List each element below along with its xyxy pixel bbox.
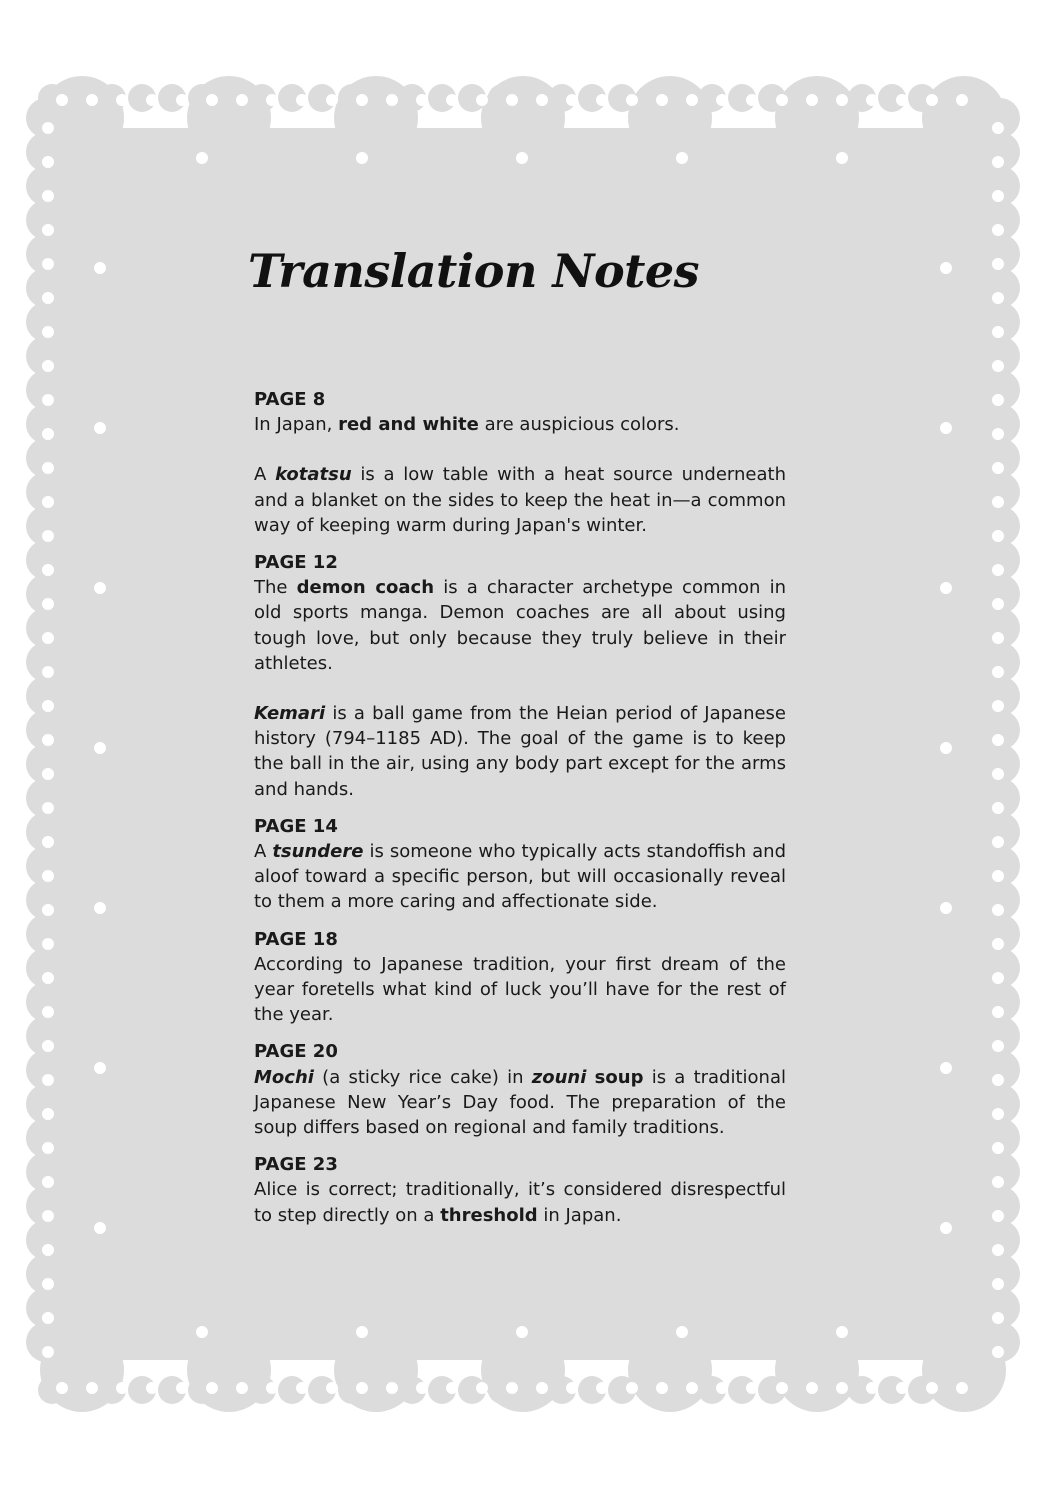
lace-scallop (628, 1328, 712, 1412)
lace-eyelet (776, 94, 788, 106)
lace-eyelet (42, 1006, 54, 1018)
note-paragraph (254, 839, 786, 915)
lace-eyelet (356, 152, 368, 164)
lace-eyelet (42, 768, 54, 780)
lace-eyelet (836, 1382, 848, 1394)
lace-eyelet (992, 700, 1004, 712)
lace-eyelet (42, 1074, 54, 1086)
lace-eyelet (992, 1312, 1004, 1324)
note-paragraph (254, 412, 786, 437)
text-run: is someone who typically acts standoffish and aloof toward a specific person, but will occasionally reveal to them a more caring and affectionate side. (254, 841, 786, 913)
lace-eyelet (416, 1382, 428, 1394)
text-run: A (254, 464, 276, 486)
text-run: The (254, 577, 297, 599)
note-paragraph (254, 462, 786, 538)
lace-eyelet (992, 564, 1004, 576)
lace-eyelet (94, 422, 106, 434)
lace-eyelet (656, 1382, 668, 1394)
lace-eyelet (940, 742, 952, 754)
lace-eyelet (992, 190, 1004, 202)
page-title: Translation Notes (248, 244, 700, 298)
text-run: According to Japanese tradition, your first dream of the year foretells what kind of luck you’ll have for the rest of the year. (254, 953, 786, 1026)
lace-eyelet (992, 1142, 1004, 1154)
lace-eyelet (356, 94, 368, 106)
lace-eyelet (992, 904, 1004, 916)
lace-eyelet (626, 94, 638, 106)
lace-eyelet (42, 496, 54, 508)
lace-eyelet (992, 1074, 1004, 1086)
page-label: PAGE 8 (254, 389, 326, 410)
lace-eyelet (42, 972, 54, 984)
lace-eyelet (94, 1062, 106, 1074)
highlighted-term: kotatsu (275, 464, 352, 486)
lace-eyelet (266, 1382, 278, 1394)
text-run: In Japan, (254, 414, 339, 436)
note-section (254, 814, 786, 915)
lace-eyelet (992, 1210, 1004, 1222)
lace-eyelet (536, 1382, 548, 1394)
lace-eyelet (42, 224, 54, 236)
lace-eyelet (992, 292, 1004, 304)
lace-eyelet (992, 496, 1004, 508)
lace-eyelet (94, 902, 106, 914)
lace-eyelet (866, 1382, 878, 1394)
lace-eyelet (516, 1326, 528, 1338)
lace-eyelet (266, 94, 278, 106)
lace-eyelet (626, 1382, 638, 1394)
note-section (254, 1039, 786, 1140)
lace-eyelet (42, 666, 54, 678)
lace-eyelet (836, 94, 848, 106)
page-label: PAGE 14 (254, 815, 338, 837)
lace-eyelet (42, 394, 54, 406)
lace-eyelet (506, 94, 518, 106)
lace-eyelet (416, 94, 428, 106)
lace-eyelet (992, 1040, 1004, 1052)
lace-eyelet (42, 1346, 54, 1358)
lace-eyelet (42, 904, 54, 916)
lace-eyelet (296, 1382, 308, 1394)
note-section (254, 387, 786, 538)
lace-eyelet (42, 938, 54, 950)
lace-eyelet (940, 422, 952, 434)
page-label: PAGE 18 (254, 928, 338, 950)
lace-eyelet (42, 1142, 54, 1154)
lace-eyelet (42, 734, 54, 746)
lace-scallop (775, 1328, 859, 1412)
lace-eyelet (866, 94, 878, 106)
text-run: is a low table with a heat source underneath and a blanket on the sides to keep the heat in—a common way of keeping warm during Japan's winter. (254, 464, 786, 536)
lace-eyelet (356, 1382, 368, 1394)
lace-eyelet (992, 734, 1004, 746)
lace-eyelet (926, 94, 938, 106)
lace-eyelet (956, 1382, 968, 1394)
lace-eyelet (116, 1382, 128, 1394)
lace-eyelet (386, 1382, 398, 1394)
lace-eyelet (992, 768, 1004, 780)
lace-eyelet (992, 1006, 1004, 1018)
lace-eyelet (42, 122, 54, 134)
lace-eyelet (992, 428, 1004, 440)
lace-eyelet (536, 94, 548, 106)
lace-eyelet (940, 1062, 952, 1074)
note-section (254, 1152, 786, 1228)
lace-eyelet (94, 742, 106, 754)
notes-list (254, 387, 786, 1240)
text-run: A (254, 841, 273, 863)
lace-eyelet (992, 122, 1004, 134)
lace-eyelet (992, 1108, 1004, 1120)
text-run: is a ball game from the Heian period of Japanese history (794–1185 AD). The goal of the game is to keep the ball in the air, using any body part except for the arms and hands. (254, 703, 786, 800)
lace-eyelet (716, 1382, 728, 1394)
lace-eyelet (746, 94, 758, 106)
lace-eyelet (94, 1222, 106, 1234)
text-run: is a character archetype common in old sports manga. Demon coaches are all about using tough love, but only because they truly believe in their athletes. (254, 577, 787, 674)
lace-eyelet (596, 94, 608, 106)
page-label: PAGE 23 (254, 1154, 338, 1176)
lace-eyelet (196, 152, 208, 164)
lace-eyelet (42, 1244, 54, 1256)
lace-eyelet (992, 1244, 1004, 1256)
lace-eyelet (806, 94, 818, 106)
text-run: in Japan. (537, 1204, 622, 1226)
lace-eyelet (896, 1382, 908, 1394)
lace-eyelet (86, 94, 98, 106)
lace-eyelet (506, 1382, 518, 1394)
lace-eyelet (836, 152, 848, 164)
lace-eyelet (596, 1382, 608, 1394)
lace-eyelet (94, 582, 106, 594)
lace-eyelet (476, 1382, 488, 1394)
lace-eyelet (992, 632, 1004, 644)
lace-eyelet (992, 326, 1004, 338)
lace-eyelet (992, 598, 1004, 610)
lace-eyelet (42, 1210, 54, 1222)
lace-eyelet (566, 94, 578, 106)
lace-eyelet (896, 94, 908, 106)
lace-eyelet (940, 262, 952, 274)
lace-eyelet (716, 94, 728, 106)
lace-eyelet (94, 262, 106, 274)
text-run (586, 1067, 594, 1088)
lace-eyelet (42, 530, 54, 542)
lace-eyelet (992, 258, 1004, 270)
highlighted-term: Kemari (254, 703, 326, 725)
highlighted-term: red and white (338, 414, 479, 436)
lace-eyelet (776, 1382, 788, 1394)
lace-eyelet (992, 1176, 1004, 1188)
lace-eyelet (992, 802, 1004, 814)
lace-eyelet (42, 292, 54, 304)
lace-eyelet (836, 1326, 848, 1338)
lace-eyelet (42, 1108, 54, 1120)
lace-eyelet (42, 564, 54, 576)
lace-scallop (968, 84, 996, 112)
lace-eyelet (940, 582, 952, 594)
lace-eyelet (992, 836, 1004, 848)
lace-eyelet (296, 94, 308, 106)
lace-scallop (628, 76, 712, 160)
lace-eyelet (566, 1382, 578, 1394)
lace-eyelet (42, 258, 54, 270)
lace-eyelet (992, 394, 1004, 406)
lace-eyelet (686, 1382, 698, 1394)
note-paragraph (254, 1065, 786, 1141)
lace-eyelet (42, 360, 54, 372)
lace-eyelet (940, 1222, 952, 1234)
lace-eyelet (176, 94, 188, 106)
lace-eyelet (326, 94, 338, 106)
lace-eyelet (992, 224, 1004, 236)
text-run: (a sticky rice cake) in (313, 1066, 532, 1088)
lace-eyelet (196, 1326, 208, 1338)
lace-eyelet (56, 94, 68, 106)
lace-eyelet (746, 1382, 758, 1394)
lace-eyelet (146, 94, 158, 106)
lace-eyelet (992, 156, 1004, 168)
note-paragraph (254, 1177, 786, 1227)
page-label: PAGE 20 (254, 1041, 338, 1063)
highlighted-term: soup (594, 1066, 644, 1088)
lace-eyelet (676, 152, 688, 164)
lace-eyelet (476, 94, 488, 106)
lace-eyelet (42, 326, 54, 338)
lace-eyelet (446, 94, 458, 106)
lace-eyelet (926, 1382, 938, 1394)
lace-eyelet (42, 190, 54, 202)
lace-eyelet (806, 1382, 818, 1394)
note-paragraph (254, 952, 786, 1028)
lace-eyelet (236, 1382, 248, 1394)
lace-eyelet (326, 1382, 338, 1394)
lace-scallop (968, 1376, 996, 1404)
lace-eyelet (42, 700, 54, 712)
lace-eyelet (992, 530, 1004, 542)
page-label: PAGE 12 (254, 552, 338, 574)
lace-eyelet (42, 802, 54, 814)
lace-eyelet (86, 1382, 98, 1394)
lace-eyelet (56, 1382, 68, 1394)
note-paragraph (254, 701, 786, 802)
lace-eyelet (956, 94, 968, 106)
lace-eyelet (992, 462, 1004, 474)
lace-eyelet (940, 902, 952, 914)
lace-eyelet (992, 938, 1004, 950)
lace-eyelet (676, 1326, 688, 1338)
lace-eyelet (42, 462, 54, 474)
lace-eyelet (116, 94, 128, 106)
lace-eyelet (386, 94, 398, 106)
lace-eyelet (992, 360, 1004, 372)
lace-eyelet (146, 1382, 158, 1394)
lace-eyelet (206, 1382, 218, 1394)
lace-eyelet (686, 94, 698, 106)
lace-eyelet (992, 1278, 1004, 1290)
lace-scallop (775, 76, 859, 160)
lace-eyelet (42, 632, 54, 644)
lace-eyelet (42, 870, 54, 882)
lace-eyelet (356, 1326, 368, 1338)
lace-eyelet (42, 156, 54, 168)
lace-eyelet (42, 428, 54, 440)
lace-eyelet (42, 598, 54, 610)
lace-eyelet (42, 836, 54, 848)
highlighted-term: zouni (531, 1066, 587, 1088)
highlighted-term: Mochi (254, 1066, 314, 1088)
lace-eyelet (42, 1278, 54, 1290)
lace-eyelet (992, 972, 1004, 984)
text-run: Alice is correct; traditionally, it’s considered disrespectful to step directly on a (254, 1179, 786, 1226)
text-run: is a traditional Japanese New Year’s Day food. The preparation of the soup differs based on regional and family traditions. (254, 1066, 786, 1139)
highlighted-term: tsundere (272, 841, 364, 863)
lace-eyelet (42, 1176, 54, 1188)
note-paragraph (254, 575, 786, 676)
lace-eyelet (206, 94, 218, 106)
highlighted-term: demon coach (296, 577, 435, 599)
highlighted-term: threshold (440, 1204, 538, 1226)
lace-eyelet (516, 152, 528, 164)
lace-eyelet (42, 1040, 54, 1052)
text-run: are auspicious colors. (478, 414, 680, 436)
lace-eyelet (236, 94, 248, 106)
note-section (254, 927, 786, 1028)
lace-eyelet (992, 870, 1004, 882)
lace-eyelet (992, 666, 1004, 678)
lace-eyelet (992, 1346, 1004, 1358)
lace-eyelet (446, 1382, 458, 1394)
lace-eyelet (42, 1312, 54, 1324)
lace-eyelet (176, 1382, 188, 1394)
note-section (254, 550, 786, 802)
lace-eyelet (656, 94, 668, 106)
